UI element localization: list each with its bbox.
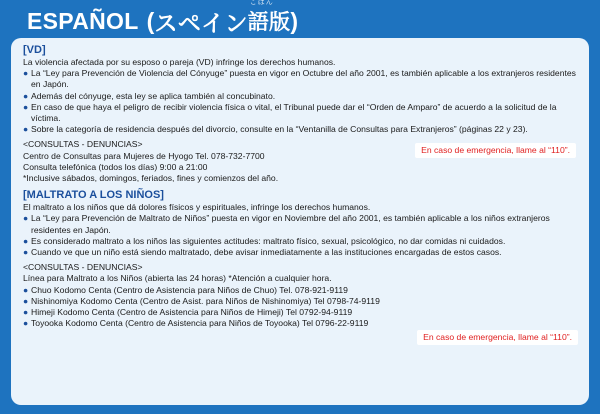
ninos-centers-list [23,285,579,330]
title-close-paren: ) [290,7,299,34]
title-open-paren: ( [146,7,155,34]
list-item: ● Himeji Kodomo Centa (Centro de Asistencia para Niños de Himeji) Tel 0792-94-9119 [23,307,353,318]
title-furigana: ごばん [249,0,274,6]
vd-section-title: [VD] [23,44,46,56]
bullet-icon: ● [23,90,29,101]
bullet-icon: ● [23,213,29,224]
ninos-emergency-notice: En caso de emergencia, llame al “110”. [417,330,578,345]
ninos-consult-block [23,262,579,329]
list-item: ● La “Ley para Prevención de Maltrato de Niños” puesta en vigor en Noviembre del año 2001, es también aplicable a los niños extranjeros residentes en Japón. [23,213,550,235]
title-latin: ESPAÑOL [27,7,139,34]
vd-consult-line: Centro de Consultas para Mujeres de Hyogo Tel. 078-732-7700 [23,150,265,161]
vd-intro: La violencia afectada por su esposo o pareja (VD) infringe los derechos humanos. [23,57,336,67]
list-item: ● Chuo Kodomo Centa (Centro de Asistencia para Niños de Chuo) Tel. 078-921-9119 [23,284,348,295]
ninos-intro: El maltrato a los niños que dá dolores físicos y espirituales, infringe los derechos humanos. [23,202,371,213]
content-panel [11,38,589,405]
list-item: ● Toyooka Kodomo Centa (Centro de Asistencia para Niños de Toyooka) Tel 0796-22-9119 [23,318,369,329]
vd-consult-line: *Inclusive sábados, domingos, feriados, fines y comienzos del año. [23,173,279,184]
list-item: ● Además del cónyuge, esta ley se aplica también al concubinato. [23,90,276,101]
bullet-icon: ● [23,101,29,112]
vd-consult-line: Consulta telefónica (todos los días) 9:00 a 21:00 [23,161,208,172]
page-header [5,0,595,38]
bullet-icon: ● [23,247,29,258]
ninos-section-title: [MALTRATO A LOS NIÑOS] [23,189,164,202]
ninos-bullet-list [23,213,579,258]
list-item: ● La “Ley para Prevención de Violencia del Cónyuge” puesta en vigor en Octubre del año 2001, es también aplicable a los extranjeros residentes en Japón. [23,68,576,90]
bullet-icon: ● [23,307,29,318]
bullet-icon: ● [23,235,29,246]
title-kana: スペイン [154,9,248,36]
vd-emergency-notice: En caso de emergencia, llame al “110”. [415,143,576,158]
ninos-consult-header: <CONSULTAS - DENUNCIAS> [23,262,143,273]
list-item: ● En caso de que haya el peligro de recibir violencia física o vital, el Tribunal puede dar el “Orden de Amparo” de acuerdo a la solicitud de la víctima. [23,101,557,124]
vd-consult-header: <CONSULTAS - DENUNCIAS> [23,139,143,150]
list-item: ● Sobre la categoría de residencia después del divorcio, consulte en la “Ventanilla de Consultas para Extranjeros” (páginas 22 y 23). [23,124,528,135]
list-item: ● Es considerado maltrato a los niños las siguientes actitudes: maltrato físico, sexual, psicológico, no dar comidas ni cuidados. [23,235,506,246]
vd-bullet-list [23,68,579,135]
bullet-icon: ● [23,295,29,306]
bullet-icon: ● [23,68,29,79]
bullet-icon: ● [23,284,29,295]
title-kanji: 語版 [247,11,291,34]
list-item: ● Nishinomiya Kodomo Centa (Centro de Asist. para Niños de Nishinomiya) Tel 0798-74-9119 [23,295,380,306]
ninos-hotline: Línea para Maltrato a los Niños (abierta las 24 horas) *Atención a cualquier hora. [23,273,332,284]
bullet-icon: ● [23,124,29,135]
title-kanji-group [247,0,291,36]
list-item: ● Cuando ve que un niño está siendo maltratado, debe avisar inmediatamente a las instituciones encargadas de estos casos. [23,247,502,258]
bullet-icon: ● [23,318,29,329]
